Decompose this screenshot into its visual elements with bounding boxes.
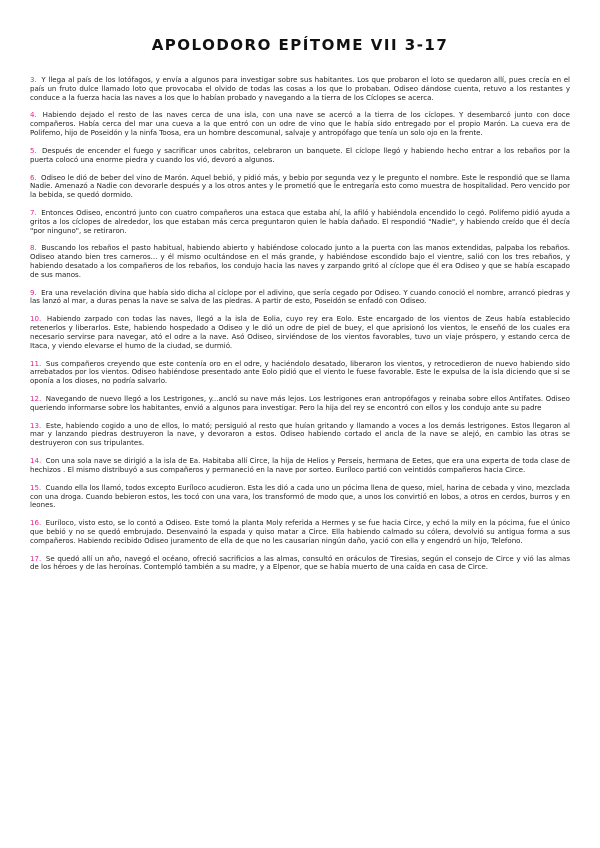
paragraph-11 bbox=[30, 360, 570, 386]
paragraph-number: 6. bbox=[30, 172, 37, 182]
page-title: APOLODORO EPÍTOME VII 3-17 bbox=[151, 36, 449, 54]
paragraph-12 bbox=[30, 395, 570, 413]
paragraph-text: Odiseo le dió de beber del vino de Marón. Aquel bebió, y pidió más, y bebio por segunda vez y le pregunto el nombre. Este le respondió que se llama Nadie. Amenazó a Nadie con devorarle después y a los otros antes y le prometió que le entregaría esto como muestra de hospitalidad. Pero vencido por la bebida, se quedó dormido. bbox=[30, 172, 570, 200]
paragraph-text: Buscando los rebaños el pasto habitual, habiendo abierto y habiéndose colocado junto a la puerta con las manos extendidas, palpaba los rebaños. Odiseo atando bien tres carneros... y él mismo ocultándose en el más grande, y habiéndose escondido bajo el vientre, salió con los tres rebaños, y habiendo desatado a los compañeros de los rebaños, los condujo hacia las naves y zarpando gritó al cíclope que él era Odiseo y que se había escapado de sus manos. bbox=[30, 243, 570, 279]
paragraph-3 bbox=[30, 76, 570, 102]
paragraph-number: 7. bbox=[30, 208, 37, 217]
paragraph-text: Habiendo zarpado con todas las naves, llegó a la isla de Eolia, cuyo rey era Eolo. Este encargado de los vientos de Zeus había establecido retenerlos y liberarlos. Este, habiendo hospedado a Odiseo y le dió un odre de piel de buey, el que aprisionó los vientos, le enseñó de los cuales era necesario servirse para navegar, ató el odre a la nave. Asó Odiseo, sirviéndose de los vientos favorables, tuvo un viaje próspero, y estando cerca de Itaca, y viendo elevarse el humo de la ciudad, se durmió. bbox=[30, 314, 570, 350]
paragraph-text: Se quedó allí un año, navegó el océano, ofreció sacrificios a las almas, consultó en oráculos de Tiresias, según el consejo de Circe y vió las almas de los héroes y de las heroínas. Contempló también a su madre, y a Elpenor, que se había muerto de una caída en casa de Circe. bbox=[30, 553, 570, 572]
paragraph-4 bbox=[30, 111, 570, 137]
paragraph-number: 11. bbox=[30, 358, 42, 368]
paragraph-number: 13. bbox=[30, 420, 42, 430]
paragraph-text: Con una sola nave se dirigió a la isla de Ea. Habitaba allí Circe, la hija de Helios y Perseis, hermana de Eetes, que era una experta de toda clase de hechizos . El mismo distribuyó a sus compañeros y permaneció en la nave por sorteo. Euríloco partió con veintidós compañeros hacia Circe. bbox=[30, 456, 570, 474]
paragraph-14 bbox=[30, 457, 570, 475]
paragraph-text: Este, habiendo cogido a uno de ellos, lo mató; persiguió al resto que huían gritando y llamando a voces a los demás lestrigones. Estos llegaron al mar y lanzando piedras destruyeron la nave, y devoraron a estos. Odiseo habiendo cortado el ancla de la nave se alejó, en cambio las otras se destruyeron con sus tripulantes. bbox=[30, 420, 570, 448]
paragraph-5 bbox=[30, 147, 570, 165]
paragraph-number: 8. bbox=[30, 243, 37, 253]
paragraph-number: 12. bbox=[30, 393, 42, 403]
paragraph-9 bbox=[30, 289, 570, 307]
paragraph-17 bbox=[30, 555, 570, 573]
paragraph-7 bbox=[30, 209, 570, 235]
paragraph-number: 15. bbox=[30, 482, 42, 492]
paragraph-list bbox=[30, 76, 570, 572]
paragraph-number: 9. bbox=[30, 287, 37, 297]
paragraph-number: 5. bbox=[30, 145, 37, 155]
paragraph-number: 14. bbox=[30, 456, 42, 466]
paragraph-text: Después de encender el fuego y sacrificar unos cabritos, celebraron un banquete. El cíclope llegó y habiendo hecho entrar a los rebaños por la puerta colocó una enorme piedra y cuando los vió, devoró a algunos. bbox=[30, 145, 570, 164]
paragraph-text: Sus compañeros creyendo que este contenía oro en el odre, y haciéndolo desatado, liberaron los vientos, y retrocedieron de nuevo habiendo sido arrebatados por los vientos. Odiseo habiéndose presentado ante Eolo pidió que el viento le fuese favorable. Este le expulsa de la isla diciendo que si se oponía a los dioses, no podría salvarlo. bbox=[30, 358, 570, 385]
paragraph-8 bbox=[30, 244, 570, 279]
paragraph-10 bbox=[30, 315, 570, 350]
paragraph-text: Navegando de nuevo llegó a los Lestrigones, y...ancló su nave más lejos. Los lestrigones eran antropófagos y reinaba sobre ellos Antífates. Odiseo queriendo informarse sobre los habitantes, envió a algunos para investigar. Pero la hija del rey se encontró con ellos y los condujo ante su padre bbox=[30, 393, 570, 412]
paragraph-text: Euríloco, visto esto, se lo contó a Odiseo. Este tomó la planta Moly referida a Hermes y se fue hacia Circe, y echó la mily en la pócima, fue el único que bebió y no se quedó embrujado. Desenvainó la espada y quiso matar a Circe. Ella habiendo calmado su cólera, devolvió su antigua forma a sus compañeros. Habiendo recibido Odiseo juramento de ella de que no les causarían ningún daño, yació con ella y engendró un hijo, Telefono. bbox=[30, 518, 570, 545]
paragraph-text: Entonces Odiseo, encontró junto con cuatro compañeros una estaca que estaba ahí, la afiló y habiéndola encendido lo cegó. Polifemo pidió ayuda a gritos a los cíclopes de alrededor, los que estaban más cerca preguntaron quien le había dañado. El respondió "Nadie", y habiendo creído que él decía "por ninguno", se retiraron. bbox=[30, 208, 570, 235]
paragraph-text: Habiendo dejado el resto de las naves cerca de una isla, con una nave se acercó a la tierra de los cíclopes. Y desembarcó junto con doce compañeros. Había cerca del mar una cueva a la que entró con un odre de vino que le había sido entregado por el propio Marón. La cueva era de Polifemo, hijo de Poseidón y la ninfa Toosa, era un hombre descomunal, salvaje y antropófago que tenía un solo ojo en la frente. bbox=[30, 110, 571, 137]
paragraph-15 bbox=[30, 484, 570, 510]
paragraph-number: 10. bbox=[30, 314, 42, 324]
paragraph-text: Y llega al país de los lotófagos, y envía a algunos para investigar sobre sus habitantes. Los que probaron el loto se quedaron allí, pues crecía en el país un fruto dulce llamado loto que provocaba el olvido de todas las cosas a los que lo probaban. Odiseo dándose cuenta, retuvo a los restantes y conduce a la fuerza hacia las naves a los que lo habían probado y navegando a la tierra de los Cíclopes se acerca. bbox=[30, 75, 570, 102]
paragraph-number: 17. bbox=[30, 553, 42, 563]
paragraph-13 bbox=[30, 422, 570, 448]
paragraph-16 bbox=[30, 519, 570, 545]
paragraph-number: 3. bbox=[30, 75, 37, 84]
paragraph-text: Era una revelación divina que había sido dicha al cíclope por el adivino, que sería cegado por Odiseo. Y cuando conoció el nombre, arrancó piedras y las lanzó al mar, a duras penas la nave se salva de las piedras. A partir de esto, Poseidón se enfadó con Odiseo. bbox=[30, 287, 570, 306]
paragraph-6 bbox=[30, 174, 570, 200]
paragraph-number: 4. bbox=[30, 110, 37, 120]
paragraph-text: Cuando ella los llamó, todos excepto Euríloco acudieron. Esta les dió a cada uno un pócima llena de queso, miel, harina de cebada y vino, mezclada con una droga. Cuando bebieron estos, les tocó con una vara, los transformó de modo que, a unos los convirtió en lobos, a otros en cerdos, burros y en leones. bbox=[30, 482, 570, 510]
paragraph-number: 16. bbox=[30, 518, 42, 528]
